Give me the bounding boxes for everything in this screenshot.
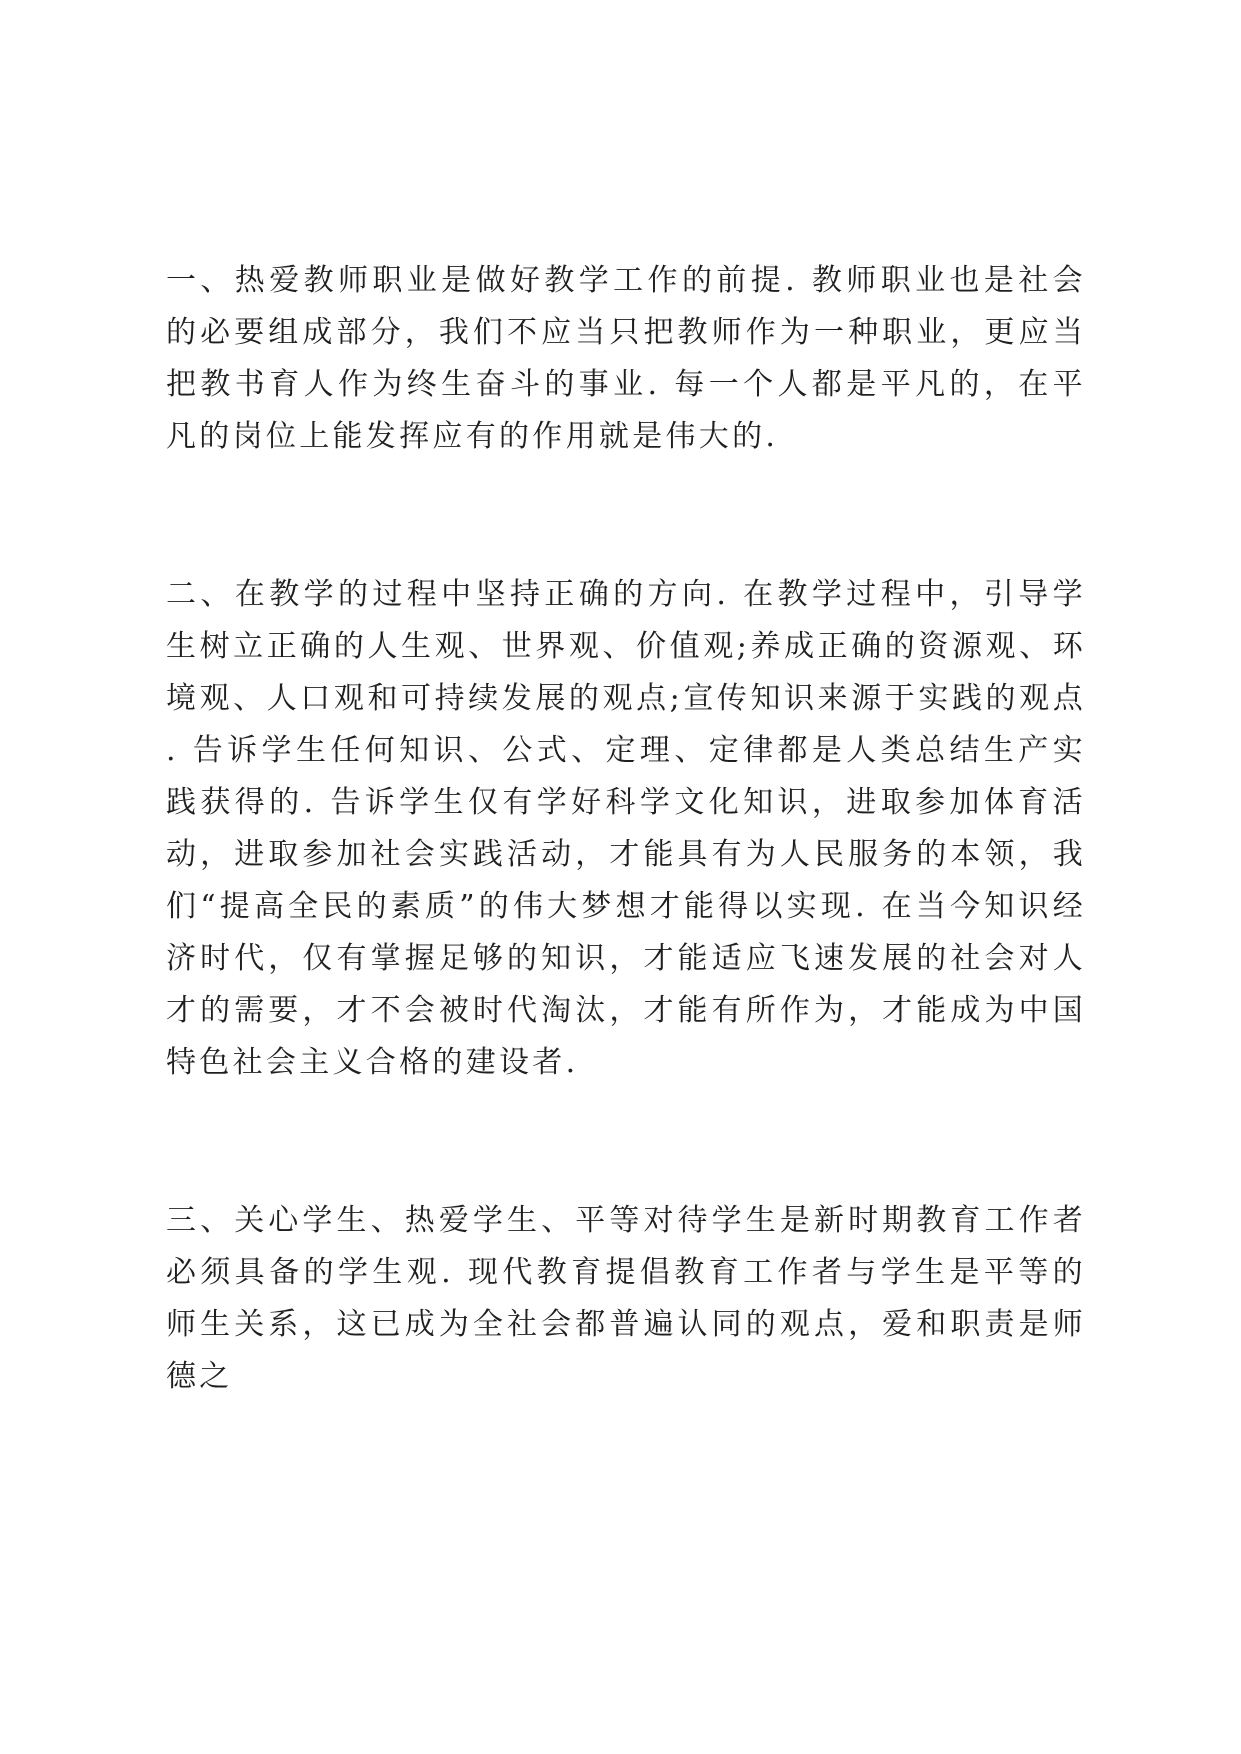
document-body — [166, 255, 1086, 1403]
paragraph-2: 二、在教学的过程中坚持正确的方向. 在教学过程中，引导学生树立正确的人生观、世界观、价值观;养成正确的资源观、环境观、人口观和可持续发展的观点;宣传知识来源于实践的观点. 告诉学生任何知识、公式、定理、定律都是人类总结生产实践获得的. 告诉学生仅有学好科学文化知识，进取参加体育活动，进取参加社会实践活动，才能具有为人民服务的本领，我们“提高全民的素质”的伟大梦想才能得以实现. 在当今知识经济时代，仅有掌握足够的知识，才能适应飞速发展的社会对人才的需要，才不会被时代淘汰，才能有所作为，才能成为中国特色社会主义合格的建设者. — [166, 577, 1086, 1080]
paragraph-1: 一、热爱教师职业是做好教学工作的前提. 教师职业也是社会的必要组成部分，我们不应当只把教师作为一种职业，更应当把教书育人作为终生奋斗的事业. 每一个人都是平凡的，在平凡的岗位上能发挥应有的作用就是伟大的. — [166, 263, 1086, 454]
paragraph-3: 三、关心学生、热爱学生、平等对待学生是新时期教育工作者必须具备的学生观. 现代教育提倡教育工作者与学生是平等的师生关系，这已成为全社会都普遍认同的观点，爱和职责是师德之 — [166, 1203, 1086, 1394]
